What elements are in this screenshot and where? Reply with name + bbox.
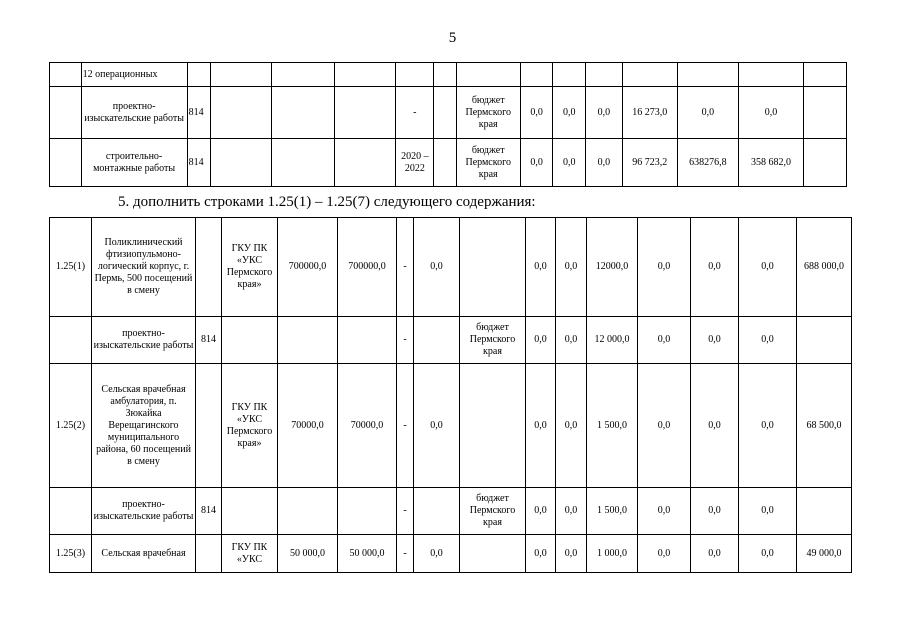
- customer-cell: ГКУ ПК «УКС Пермского края»: [222, 218, 278, 317]
- code-cell: 814: [187, 87, 210, 139]
- row-number: [50, 488, 92, 535]
- value-cell: [677, 63, 738, 87]
- cost-cell: 700000,0: [338, 218, 397, 317]
- value-cell: 0,0: [526, 218, 556, 317]
- cost-cell: 700000,0: [278, 218, 338, 317]
- row-number: 1.25(2): [50, 364, 92, 488]
- main-table: [49, 217, 852, 573]
- dash-cell: -: [397, 317, 414, 364]
- source-cell: [460, 364, 526, 488]
- dash-cell: -: [397, 364, 414, 488]
- value-cell: 0,0: [638, 364, 691, 488]
- value-cell: 0,0: [526, 535, 556, 573]
- cost-cell: [338, 488, 397, 535]
- value-cell: [520, 63, 553, 87]
- source-cell: бюджет Пермского края: [456, 139, 520, 187]
- dash-cell: -: [397, 218, 414, 317]
- value-cell: [553, 63, 586, 87]
- value-cell: 49 000,0: [797, 535, 852, 573]
- cost-cell: 50 000,0: [338, 535, 397, 573]
- value-cell: 96 723,2: [622, 139, 677, 187]
- cost-cell: [278, 317, 338, 364]
- value-cell: 0,0: [556, 364, 587, 488]
- period-cell: -: [396, 87, 434, 139]
- value-cell: 0,0: [553, 139, 586, 187]
- value-cell: 0,0: [553, 87, 586, 139]
- value-cell: [586, 63, 623, 87]
- value-cell: 0,0: [586, 87, 623, 139]
- table-row: [50, 63, 847, 87]
- top-table: [49, 62, 847, 187]
- value-cell: 0,0: [691, 535, 739, 573]
- table-row: [50, 535, 852, 573]
- cost-cell: [278, 488, 338, 535]
- period-cell: [396, 63, 434, 87]
- value-cell: 0,0: [691, 218, 739, 317]
- dash-cell: -: [397, 535, 414, 573]
- value-cell: 0,0: [691, 364, 739, 488]
- value-cell: 0,0: [520, 87, 553, 139]
- code-cell: 814: [187, 139, 210, 187]
- value-cell: 0,0: [556, 535, 587, 573]
- value-cell: 638276,8: [677, 139, 738, 187]
- object-name: Поликлинический фтизиопульмоно-логический корпус, г. Пермь, 500 посещений в смену: [92, 218, 196, 317]
- value-cell: 358 682,0: [738, 139, 803, 187]
- value-cell: 0,0: [738, 87, 803, 139]
- customer-cell: ГКУ ПК «УКС Пермского края»: [222, 364, 278, 488]
- cost-cell: 70000,0: [338, 364, 397, 488]
- source-cell: [460, 535, 526, 573]
- value-cell: 0,0: [414, 218, 460, 317]
- object-name: Сельская врачебная: [92, 535, 196, 573]
- value-cell: 0,0: [520, 139, 553, 187]
- value-cell: 0,0: [526, 317, 556, 364]
- value-cell: 0,0: [739, 488, 797, 535]
- value-cell: 12000,0: [587, 218, 638, 317]
- object-name: Сельская врачебная амбулатория, п. Зюкайка Верещагинского муниципального района, 60 посещений в смену: [92, 364, 196, 488]
- value-cell: 0,0: [556, 317, 587, 364]
- value-cell: 0,0: [414, 535, 460, 573]
- value-cell: [738, 63, 803, 87]
- customer-cell: ГКУ ПК «УКС: [222, 535, 278, 573]
- cost-cell: [338, 317, 397, 364]
- code-cell: [196, 364, 222, 488]
- row-number: 1.25(1): [50, 218, 92, 317]
- value-cell: 16 273,0: [622, 87, 677, 139]
- cost-cell: 70000,0: [278, 364, 338, 488]
- value-cell: 0,0: [586, 139, 623, 187]
- object-name: проектно-изыскательские работы: [92, 488, 196, 535]
- value-cell: [622, 63, 677, 87]
- value-cell: 0,0: [638, 488, 691, 535]
- customer-cell: [222, 488, 278, 535]
- value-cell: 0,0: [638, 535, 691, 573]
- object-name: проектно-изыскательские работы: [92, 317, 196, 364]
- value-cell: 1 000,0: [587, 535, 638, 573]
- source-cell: бюджет Пермского края: [460, 488, 526, 535]
- value-cell: [414, 488, 460, 535]
- value-cell: [797, 488, 852, 535]
- customer-cell: [222, 317, 278, 364]
- value-cell: 0,0: [526, 488, 556, 535]
- code-cell: 814: [196, 488, 222, 535]
- cost-cell: 50 000,0: [278, 535, 338, 573]
- source-cell: [460, 218, 526, 317]
- source-cell: бюджет Пермского края: [456, 87, 520, 139]
- value-cell: [797, 317, 852, 364]
- value-cell: 0,0: [638, 218, 691, 317]
- value-cell: 0,0: [414, 364, 460, 488]
- code-cell: [196, 535, 222, 573]
- value-cell: 688 000,0: [797, 218, 852, 317]
- value-cell: 0,0: [739, 364, 797, 488]
- table-row: [50, 87, 847, 139]
- code-cell: [196, 218, 222, 317]
- value-cell: 0,0: [739, 218, 797, 317]
- work-name: проектно-изыскательские работы: [81, 87, 187, 139]
- value-cell: 12 000,0: [587, 317, 638, 364]
- table-row: [50, 317, 852, 364]
- page-number: 5: [448, 30, 457, 46]
- row-number: 1.25(3): [50, 535, 92, 573]
- row-number: [50, 317, 92, 364]
- work-name: строительно-монтажные работы: [81, 139, 187, 187]
- value-cell: [414, 317, 460, 364]
- value-cell: 0,0: [638, 317, 691, 364]
- table-row: [50, 364, 852, 488]
- value-cell: 68 500,0: [797, 364, 852, 488]
- table-row: [50, 488, 852, 535]
- value-cell: 0,0: [691, 317, 739, 364]
- dash-cell: -: [397, 488, 414, 535]
- value-cell: 1 500,0: [587, 364, 638, 488]
- work-name: 12 операционных: [81, 63, 187, 87]
- value-cell: 1 500,0: [587, 488, 638, 535]
- value-cell: 0,0: [739, 535, 797, 573]
- value-cell: 0,0: [677, 87, 738, 139]
- code-cell: [187, 63, 210, 87]
- table-row: [50, 218, 852, 317]
- code-cell: 814: [196, 317, 222, 364]
- source-cell: бюджет Пермского края: [460, 317, 526, 364]
- value-cell: 0,0: [526, 364, 556, 488]
- value-cell: 0,0: [556, 218, 587, 317]
- source-cell: [456, 63, 520, 87]
- value-cell: 0,0: [739, 317, 797, 364]
- section-caption: 5. дополнить строками 1.25(1) – 1.25(7) следующего содержания:: [118, 194, 536, 210]
- table-row: [50, 139, 847, 187]
- period-cell: 2020 – 2022: [396, 139, 434, 187]
- value-cell: 0,0: [691, 488, 739, 535]
- value-cell: 0,0: [556, 488, 587, 535]
